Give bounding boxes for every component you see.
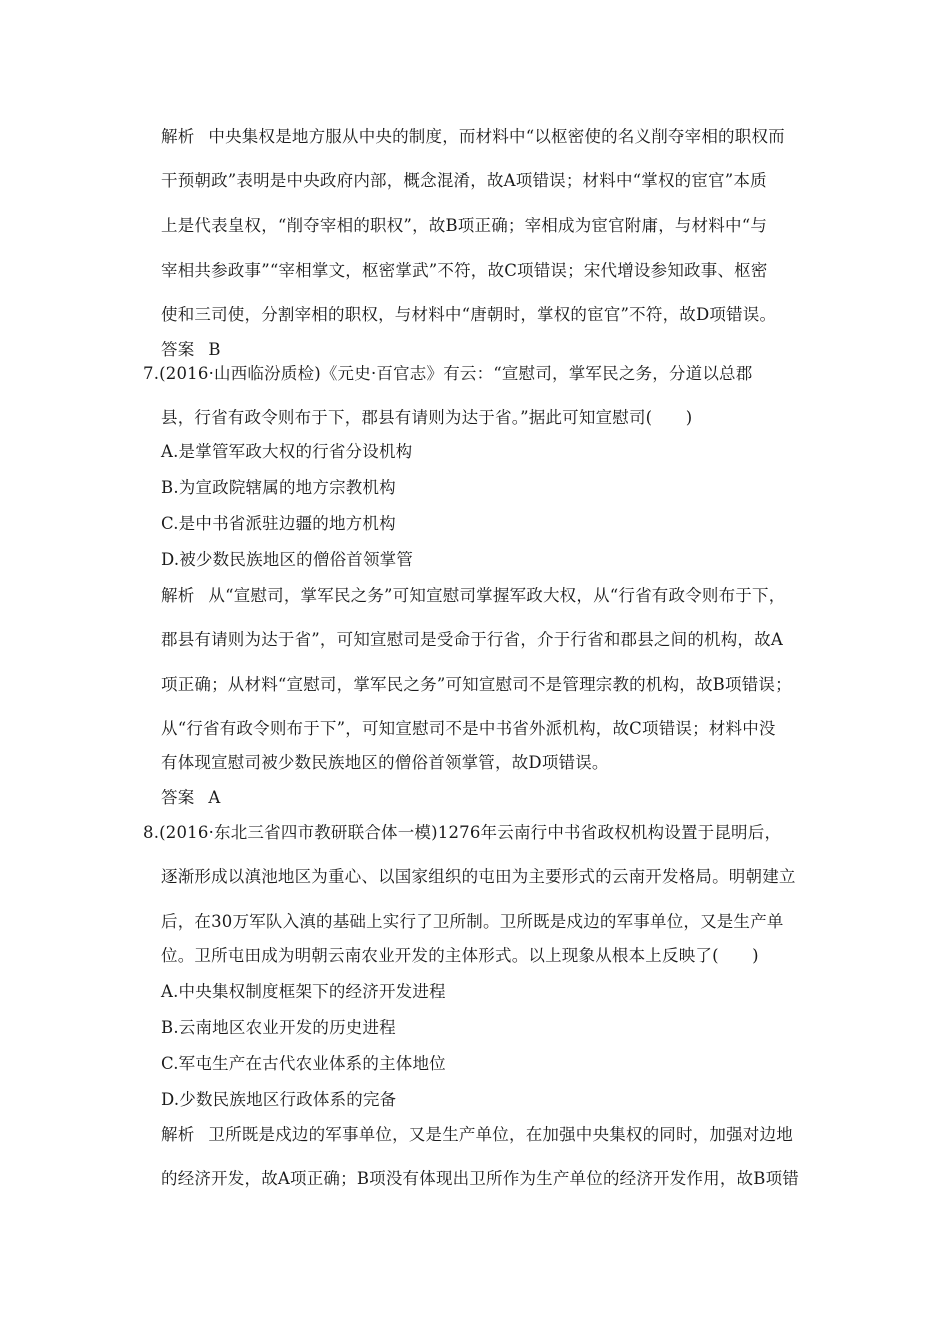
answer-label: 答案 xyxy=(161,340,195,359)
analysis-label: 解析 xyxy=(161,1125,195,1144)
analysis-label: 解析 xyxy=(161,127,195,146)
q6-answer xyxy=(161,339,221,361)
q7-option-c: C.是中书省派驻边疆的地方机构 xyxy=(161,514,396,533)
q8-stem-line-1: 8.(2016·东北三省四市教研联合体一模)1276年云南行中书省政权机构设置于昆明后， xyxy=(143,823,782,842)
answer-label: 答案 xyxy=(161,788,195,807)
answer-value: A xyxy=(208,788,221,807)
q7-stem-line-2: 县，行省有政令则布于下，郡县有请则为达于省。”据此可知宣慰司( ) xyxy=(161,408,693,427)
q8-analysis-line-1: 解析 卫所既是戍边的军事单位，又是生产单位，在加强中央集权的同时，加强对边地 xyxy=(161,1125,793,1144)
q7-analysis-line-2: 郡县有请则为达于省”，可知宣慰司是受命于行省，介于行省和郡县之间的机构，故A xyxy=(161,630,783,649)
q6-analysis-line-5: 使和三司使，分割宰相的职权，与材料中“唐朝时，掌权的宦官”不符，故D项错误。 xyxy=(161,305,777,324)
q7-option-d: D.被少数民族地区的僧俗首领掌管 xyxy=(161,550,414,569)
q7-analysis-line-3: 项正确；从材料“宣慰司，掌军民之务”可知宣慰司不是管理宗教的机构，故B项错误； xyxy=(161,675,792,694)
q8-option-b: B.云南地区农业开发的历史进程 xyxy=(161,1018,396,1037)
q8-stem-line-4: 位。卫所屯田成为明朝云南农业开发的主体形式。以上现象从根本上反映了( ) xyxy=(161,946,759,965)
q7-analysis-line-1: 解析 从“宣慰司，掌军民之务”可知宣慰司掌握军政大权，从“行省有政令则布于下， xyxy=(161,586,786,605)
q8-stem-line-2: 逐渐形成以滇池地区为重心、以国家组织的屯田为主要形式的云南开发格局。明朝建立 xyxy=(161,867,796,886)
q7-analysis-line-5: 有体现宣慰司被少数民族地区的僧俗首领掌管，故D项错误。 xyxy=(161,753,609,772)
q6-analysis-line-2: 干预朝政”表明是中央政府内部，概念混淆，故A项错误；材料中“掌权的宦官”本质 xyxy=(161,171,767,190)
answer-value: B xyxy=(208,340,221,359)
q7-option-a: A.是掌管军政大权的行省分设机构 xyxy=(161,442,413,461)
analysis-label: 解析 xyxy=(161,586,195,605)
q8-option-c: C.军屯生产在古代农业体系的主体地位 xyxy=(161,1054,446,1073)
q7-stem-line-1: 7.(2016·山西临汾质检)《元史·百官志》有云：“宣慰司，掌军民之务，分道以总郡 xyxy=(143,364,753,383)
q7-option-b: B.为宣政院辖属的地方宗教机构 xyxy=(161,478,396,497)
q8-option-d: D.少数民族地区行政体系的完备 xyxy=(161,1090,397,1109)
q8-option-a: A.中央集权制度框架下的经济开发进程 xyxy=(161,982,446,1001)
q8-analysis-line-2: 的经济开发，故A项正确；B项没有体现出卫所作为生产单位的经济开发作用，故B项错 xyxy=(161,1169,799,1188)
q6-analysis-line-3: 上是代表皇权，“削夺宰相的职权”，故B项正确；宰相成为宦官附庸，与材料中“与 xyxy=(161,216,768,235)
q8-stem-line-3: 后，在30万军队入滇的基础上实行了卫所制。卫所既是戍边的军事单位，又是生产单 xyxy=(161,912,784,931)
q6-analysis-line-4: 宰相共参政事”“宰相掌文，枢密掌武”不符，故C项错误；宋代增设参知政事、枢密 xyxy=(161,261,768,280)
q7-analysis-line-4: 从“行省有政令则布于下”，可知宣慰司不是中书省外派机构，故C项错误；材料中没 xyxy=(161,719,776,738)
q7-answer xyxy=(161,787,221,809)
q6-analysis-line-1: 解析 中央集权是地方服从中央的制度，而材料中“以枢密使的名义削夺宰相的职权而 xyxy=(161,127,785,146)
